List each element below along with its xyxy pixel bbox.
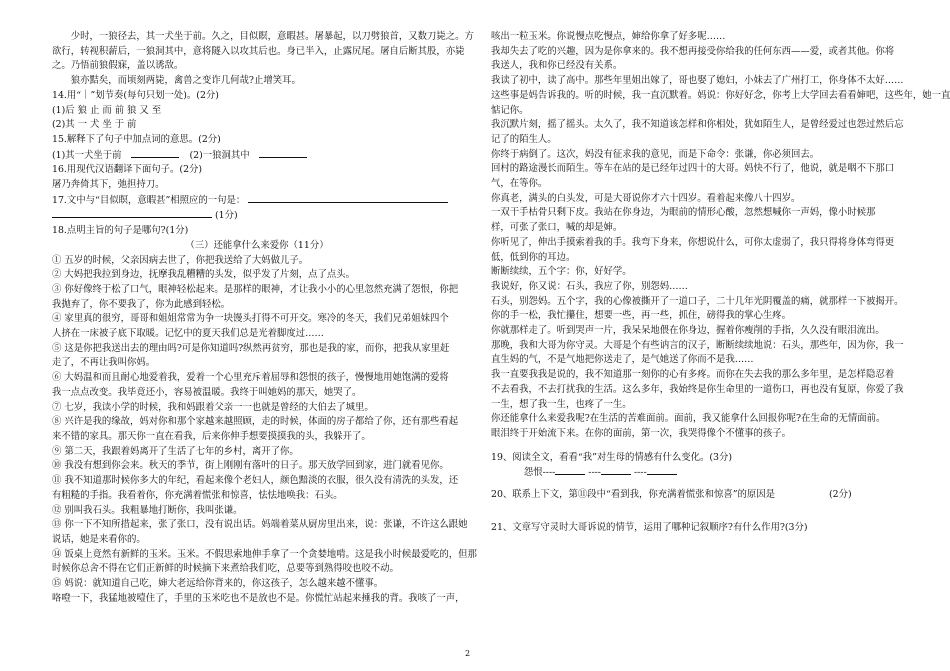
story-paragraph: 气，在等你。 — [491, 178, 548, 190]
story-paragraph: 我一直要我我是说的，我不知道那一刻你的心有多疼。而你在失去我的那么多年里，是怎样隐忍着 — [491, 369, 895, 381]
story-paragraph: 你终于病倒了。这次，妈没有征求我的意见，而是下命令：张谦，你必须回去。 — [491, 148, 820, 160]
question-14: 14.用“｜”划节奏(每句只划一处)。(2分) — [52, 89, 219, 101]
story-paragraph: 石头，别怨妈。五个字，我的心像被撕开了一道口子，二十几年光阴覆盖的痛，就那样一下被揭开。 — [491, 295, 904, 307]
passage-line: 欲行，转视积薪后，一狼洞其中，意将隧入以攻其后也。身已半入，止露尻尾。屠自后断其股，亦毙 — [52, 45, 465, 57]
story-paragraph: ⑨ 第二天，我跟着妈离开了生活了七年的乡村，离开了你。 — [52, 445, 299, 457]
question-17-continued: (1分) — [52, 208, 462, 224]
story-paragraph: 走了，不再让我叫你妈。 — [52, 357, 156, 369]
story-paragraph: ⑩ 我没有想到你会来。秋天的季节，街上刚刚有落叶的日子。那天放学回到家，进门就看见你。 — [52, 460, 449, 472]
story-paragraph: ⑧ 兴许是我的缘故，妈对你和那个家越来越照顾，走的时候，体面的房子都给了你，还有那些看起 — [52, 416, 459, 428]
story-paragraph: ③ 你好像终于松了口气，眼神轻松起来。是那样的眼神，才让我小小的心里忽然充满了怨恨，你把 — [52, 283, 459, 295]
answer-blank[interactable] — [601, 465, 631, 475]
story-paragraph: 直生妈的气，不是气地把你送走了，是气她送了你而不是我…… — [491, 354, 754, 366]
answer-blank[interactable] — [131, 148, 179, 158]
question-16-sentence: 屠乃奔倚其下，弛担持刀。 — [52, 179, 165, 191]
story-paragraph: 你就那样走了。听到哭声一片，我呆呆地偎在你身边，握着你瘦削的手指，久久没有眼泪流出。 — [491, 325, 885, 337]
story-paragraph: 我说好，你又说：石头，我应了你，别怨妈…… — [491, 280, 688, 292]
question-16: 16.用现代汉语翻译下面句子。(2分) — [52, 164, 203, 176]
right-column — [491, 30, 950, 536]
question-18: 18.点明主旨的句子是哪句?(1分) — [52, 225, 189, 237]
question-15: 15.解释下了句子中加点词的意思。(2分) — [52, 133, 221, 145]
question-17: 17.文中与“目似瞑，意暇甚”相照应的一句是： — [52, 193, 462, 209]
story-paragraph: 人挤在一床被子底下取暖。记忆中的夏天我们总是光着脚度过…… — [52, 328, 324, 340]
story-paragraph: 眼泪终于开始流下来。在你的面前，第一次，我哭得像个不懂事的孩子。 — [491, 427, 792, 439]
question-14-sentence-2: (2)其 一 犬 坐 于 前 — [52, 119, 137, 131]
story-paragraph: 记了的陌生人。 — [491, 133, 557, 145]
story-paragraph: 我沉默片刻，摇了摇头。太久了，我不知道该怎样和你相处，犹如陌生人，是曾经爱过也怨过然后忘 — [491, 119, 904, 131]
question-19-sequence: 怨恨---- ---- ---- — [491, 465, 901, 481]
story-paragraph: ⑤ 这是你把我送出去的理由吗?可是你知道吗?纵然再贫穷，那也是我的家，而你，把我从家里赶 — [52, 342, 450, 354]
story-paragraph: 来不错的家具。那天你一直在看我，后来你伸手想要摸摸我的头，我躲开了。 — [52, 430, 371, 442]
story-paragraph: 回村的路途漫长而陌生。等车在站的是已经年过四十的大哥。妈快不行了，他说，就是咽不下那口 — [491, 163, 895, 175]
story-paragraph: ⑦ 七岁，我读小学的时候，我和妈跟着父亲一一也就是曾经的大伯去了城里。 — [52, 401, 374, 413]
answer-blank[interactable] — [259, 148, 307, 158]
story-paragraph: 我却失去了吃的兴趣，因为是你拿来的。我不想再接受你给我的任何东西——爱，或者其他。你将 — [491, 45, 895, 57]
story-paragraph: 一生，想了我一生，也疼了一生。 — [491, 398, 632, 410]
story-paragraph: 一双干手枯骨只剩下皮。我站在你身边，为眼前的情形心酸，忽然想喊你一声妈，像小时候那 — [491, 207, 876, 219]
story-paragraph: 断断续续，五个字：你，好好学。 — [491, 266, 632, 278]
story-paragraph: ⑭ 饭桌上竟然有新鲜的玉米。玉米。不假思索地伸手拿了一个贪婪地啃。这是我小时候最爱吃的，但那 — [52, 548, 477, 560]
story-paragraph: ⑮ 妈说：就知道自己吃，婶大老远给你背来的，你这孩子，怎么越来越不懂事。 — [52, 578, 384, 590]
story-paragraph: 说话，她是来看你的。 — [52, 533, 146, 545]
story-paragraph: 这些事是妈告诉我的。听的时候，我一直沉默着。妈说：你好好念，你考上大学回去看看婶吧，这些年，她一直 — [491, 89, 950, 101]
passage-line: 之。乃悟前狼假寐，盖以诱敌。 — [52, 60, 184, 72]
story-paragraph: 咳出一粒玉米。你说慢点吃慢点，婶给你拿了好多呢…… — [491, 31, 726, 42]
passage-line: 狼亦黠矣，而顷刻两毙，禽兽之变诈几何哉?止增笑耳。 — [70, 75, 301, 87]
story-paragraph: 你的手一松，我忙攥住，想要一些，再一些，抓住，磅得我的掌心生疼。 — [491, 310, 792, 322]
story-paragraph: 样，可张了张口，喊的却是婶。 — [491, 222, 623, 234]
question-15-items — [52, 148, 462, 164]
story-paragraph: 我送人，我和你已经没有关系。 — [491, 60, 623, 72]
story-paragraph: ② 大妈把我拉到身边，抚摩我乱糟糟的头发，似乎发了片刻，点了点头。 — [52, 269, 355, 281]
question-14-sentence-1: (1)后 狼 止 而 前 狼 又 至 — [52, 104, 162, 116]
answer-blank[interactable] — [647, 465, 677, 475]
story-paragraph: ① 五岁的时候，父亲因病去世了，你把我送给了大妈做儿子。 — [52, 254, 309, 266]
story-paragraph: 惦记你。 — [491, 104, 529, 116]
answer-blank[interactable] — [52, 208, 212, 218]
story-paragraph: 不去看我，不去打扰我的生活。这么多年，我始终是你生命里的一道伤口，再也没有复原，你爱了我 — [491, 383, 904, 395]
passage-line: 少时，一狼径去，其一犬坐于前。久之，目似瞑，意暇甚。屠暴起，以刀劈狼首，又数刀毙之。方 — [70, 31, 474, 42]
question-21: 21、文章写守灵时大哥诉说的情节，运用了哪种记叙顺序?有什么作用?(3分) — [491, 521, 808, 533]
story-paragraph: ⑥ 大妈温和而且耐心地爱着我，爱着一个心里充斥着屈辱和怨恨的孩子，慢慢地用她饱满的爱将 — [52, 372, 449, 384]
question-15-item-b: (2)一狼洞其中 — [189, 149, 250, 161]
story-paragraph: 你真老，满头的白头发，可是大哥说你才六十四岁。看着起来像八十四岁。 — [491, 192, 801, 204]
story-paragraph: ⑬ 你一下不知所措起来，张了张口，没有说出话。妈端着菜从厨房里出来，说：张谦，不许这么跟她 — [52, 519, 468, 531]
story-paragraph: 我一点点改变。我毕竟还小，容易被温暖。我终于叫她妈的那天，她哭了。 — [52, 386, 362, 398]
story-paragraph: 你听见了，伸出手摸索着我的手。我弯下身来，你想说什么，可你太虚弱了，我只得将身体弯得更 — [491, 236, 895, 248]
story-paragraph: ⑪ 我不知道那时候你多大的年纪，看起来像个老妇人，颜色黯淡的衣服，很久没有清洗的头发，还 — [52, 475, 459, 487]
story-paragraph: 你还能拿什么来爱我呢?在生活的苦难面前。面前，我又能拿什么回报你呢?在生命的无情面前。 — [491, 413, 886, 425]
question-19: 19、阅读全文，看看“我”对生母的情感有什么变化。(3分) — [491, 451, 733, 463]
story-paragraph: 有粗糙的手指。我看着你，你充满着慌张和惊喜，怯怯地唤我：石头。 — [52, 489, 343, 501]
story-paragraph: 时候你总舍不得在它们正新鲜的时候摘下来煮给我们吃，总要等到熟得咬也咬不动。 — [52, 563, 399, 575]
story-paragraph: 我抛弃了，你不要我了，你为此感到轻松。 — [52, 298, 231, 310]
left-column — [52, 30, 477, 606]
story-paragraph: 低，低到你的耳边。 — [491, 251, 576, 263]
question-15-item-a: (1)其一犬坐于前 — [52, 149, 122, 161]
section-title: （三）还能拿什么来爱你（11分） — [185, 239, 329, 251]
question-20: 20、联系上下文，第⑪段中“看到我，你充满着慌张和惊喜”的原因是 (2分) — [491, 489, 852, 501]
story-paragraph: 咯噔一下，我猛地被噎住了，手里的玉米吃也不是放也不是。你慌忙站起来捶我的背。我咳了一声， — [52, 592, 465, 604]
story-paragraph: ⑫ 别叫我石头。我粗暴地打断你，我叫张谦。 — [52, 504, 243, 516]
page-number: 2 — [465, 649, 471, 658]
answer-blank[interactable] — [248, 193, 448, 203]
story-paragraph: ④ 家里真的很穷，哥哥和姐姐常常为争一块馒头打得不可开交。寒冷的冬天，我们兄弟姐妹四个 — [52, 313, 449, 325]
story-paragraph: 那晚，我和大哥为你守灵。大哥是个有些讷言的汉子，断断续续地说：石头，那些年，因为你，我一 — [491, 339, 904, 351]
answer-blank[interactable] — [555, 465, 585, 475]
story-paragraph: 我读了初中，读了高中。那些年里姐出嫁了，哥也娶了媳妇，小妹去了广州打工，你身体不太好…… — [491, 75, 904, 87]
